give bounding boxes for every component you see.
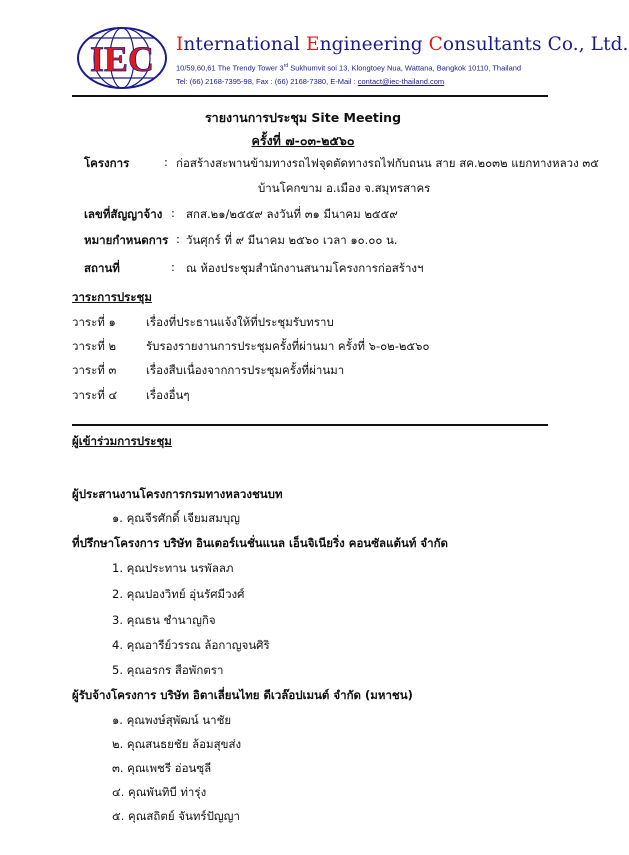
group-title-contractor: ผู้รับจ้างโครงการ บริษัท อิตาเลี่ยนไทย ดีเวล๊อปเมนต์ จำกัด (มหาชน) [72, 688, 413, 702]
attendee-name: ๒. คุณสนธยชัย ล้อมสุขส่ง [112, 737, 242, 751]
attendee-name: 1. คุณประทาน นรพัลลภ [112, 561, 234, 575]
attendee-name: ๓. คุณเพชรี อ่อนซุลี [112, 761, 212, 775]
report-title: รายงานการประชุม Site Meeting [204, 110, 402, 125]
place-value: ณ ห้องประชุมสำนักงานสนามโครงการก่อสร้างฯ [186, 261, 424, 275]
place-colon: : [171, 260, 175, 274]
agenda-item-text: รับรองรายงานการประชุมครั้งที่ผ่านมา ครั้งที่ ๖-๐๒-๒๕๖๐ [146, 339, 430, 353]
agenda-heading: วาระการประชุม [72, 290, 152, 304]
project-label: โครงการ [84, 156, 130, 170]
company-address: 10/59,60,61 The Trendy Tower 3rd Sukhumvit soi 13, Klongtoey Nua, Wattana, Bangkok 10110, Thailand [176, 63, 522, 73]
project-value-line1: ก่อสร้างสะพานข้ามทางรถไฟจุดตัดทางรถไฟกับถนน สาย สค.๒๐๓๒ แยกทางหลวง ๓๕ [176, 156, 599, 170]
agenda-item-label: วาระที่ ๓ [72, 363, 117, 377]
contract-value: สกส.๒๑/๒๕๕๙ ลงวันที่ ๓๑ มีนาคม ๒๕๕๙ [186, 207, 398, 221]
attendees-heading: ผู้เข้าร่วมการประชุม [72, 434, 172, 448]
attendee-name: ๑. คุณจีรศักดิ์ เจียมสมบุญ [112, 511, 240, 525]
agenda-item-text: เรื่องที่ประธานแจ้งให้ที่ประชุมรับทราบ [146, 315, 334, 329]
attendee-name: 5. คุณอรกร สือพักตรา [112, 663, 224, 677]
project-colon: : [164, 155, 168, 169]
meeting-number: ครั้งที่ ๗-๐๓-๒๕๖๐ [251, 133, 355, 148]
contract-colon: : [171, 206, 175, 220]
attendee-name: ๕. คุณสถิตย์ จันทร์ปัญญา [112, 809, 240, 823]
attendee-name: 2. คุณปองวิทย์ อุ่นรัศมีวงศ์ [112, 587, 245, 601]
attendee-name: 4. คุณอารีย์วรรณ ล้อกาญจนศิริ [112, 638, 270, 652]
schedule-colon: : [176, 232, 180, 246]
group-title-drr: ผู้ประสานงานโครงการกรมทางหลวงชนบท [72, 487, 283, 501]
logo-lettering: IEC [89, 39, 155, 79]
email-link[interactable]: contact@iec-thailand.com [357, 77, 445, 86]
attendee-name: ๑. คุณพงษ์สุพัฒน์ นาชัย [112, 713, 232, 727]
schedule-label: หมายกำหนดการ [84, 233, 169, 247]
group-title-consultant: ที่ปรึกษาโครงการ บริษัท อินเตอร์เนชั่นแนล เอ็นจิเนียริ่ง คอนซัลแต้นท์ จำกัด [72, 536, 449, 550]
company-contact: Tel: (66) 2168-7395-98, Fax : (66) 2168-7380, E-Mail : contact@iec-thailand.com [176, 77, 445, 86]
header-divider [72, 95, 548, 97]
iec-logo [76, 26, 168, 90]
project-value-line2: บ้านโคกขาม อ.เมือง จ.สมุทรสาคร [258, 181, 431, 195]
attendee-name: 3. คุณธน ชำนาญกิจ [112, 613, 216, 627]
agenda-item-label: วาระที่ ๑ [72, 315, 116, 329]
place-label: สถานที่ [84, 261, 120, 275]
agenda-item-label: วาระที่ ๔ [72, 388, 118, 402]
attendee-name: ๔. คุณพันทิบี ท่ารุ่ง [112, 785, 207, 799]
agenda-item-text: เรื่องอื่นๆ [146, 388, 190, 402]
contract-label: เลขที่สัญญาจ้าง [84, 207, 163, 221]
agenda-item-text: เรื่องสืบเนื่องจากการประชุมครั้งที่ผ่านมา [146, 363, 345, 377]
company-name: International Engineering Consultants Co., Ltd. [176, 34, 629, 55]
agenda-item-label: วาระที่ ๒ [72, 339, 117, 353]
schedule-value: วันศุกร์ ที่ ๙ มีนาคม ๒๕๖๐ เวลา ๑๐.๐๐ น. [186, 233, 398, 247]
section-divider [72, 424, 548, 426]
